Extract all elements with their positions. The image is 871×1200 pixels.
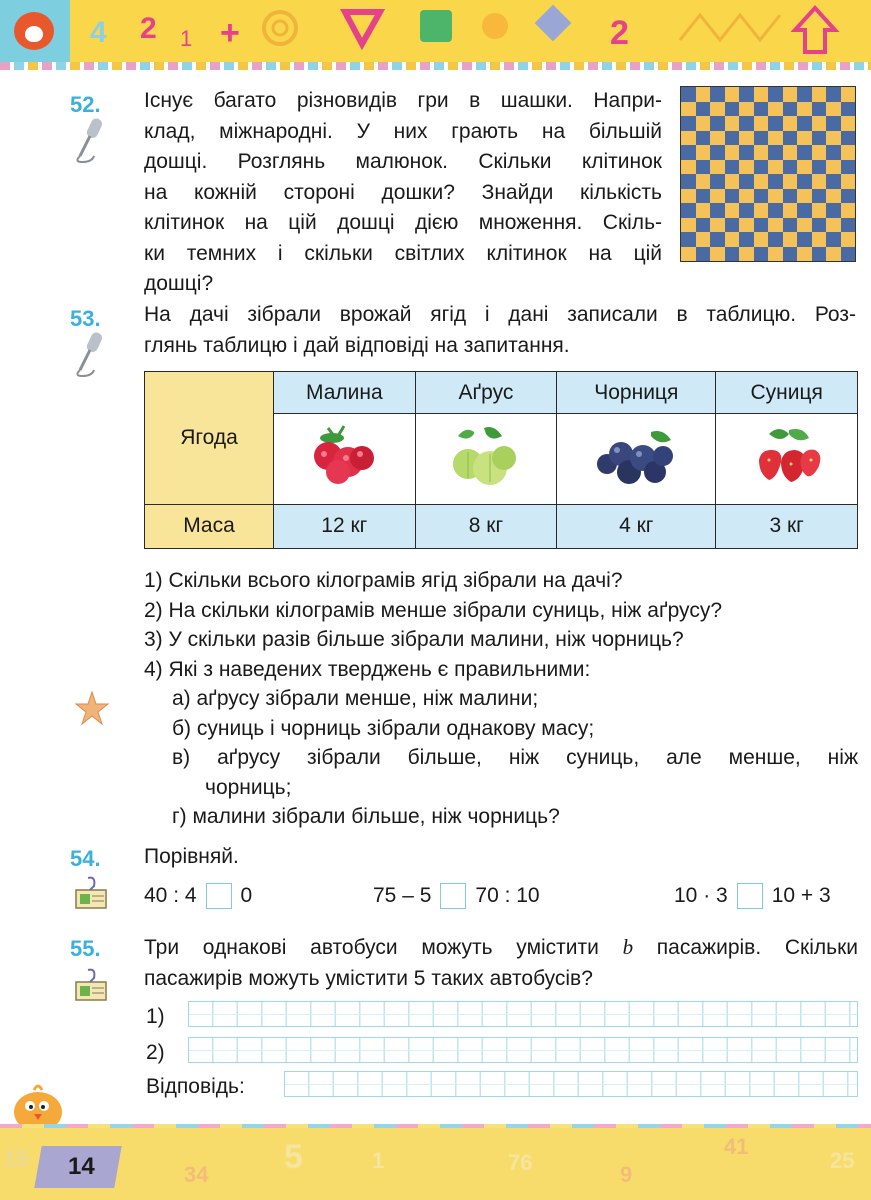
board-cell <box>768 218 783 233</box>
board-cell <box>696 145 711 160</box>
berry-name: Аґрус <box>415 372 557 414</box>
board-cell <box>739 131 754 146</box>
question: 1) Скільки всього кілограмів ягід зібрали на дачі? <box>144 569 623 592</box>
task-52-line: клад, міжнародні. У них грають на більшій <box>144 119 662 143</box>
board-cell <box>681 131 696 146</box>
board-cell <box>841 87 856 102</box>
board-cell <box>681 87 696 102</box>
board-cell <box>739 102 754 117</box>
board-cell <box>826 131 841 146</box>
blueberry-cell <box>557 414 716 505</box>
berry-name: Суниця <box>716 372 858 414</box>
task-52-line: дошці? <box>144 272 214 295</box>
board-cell <box>768 160 783 175</box>
checkerboard-image <box>680 86 856 262</box>
row-label-berry: Ягода <box>145 372 274 505</box>
blueberry-icon <box>591 424 681 488</box>
board-cell <box>797 218 812 233</box>
board-cell <box>841 189 856 204</box>
board-cell <box>681 203 696 218</box>
berry-table <box>144 371 858 549</box>
board-cell <box>696 203 711 218</box>
compare-answer-box[interactable] <box>206 883 232 909</box>
variable-b: b <box>622 935 634 959</box>
task-53-text <box>144 300 856 361</box>
footer-decoration <box>0 1128 871 1200</box>
task-52-text <box>144 86 662 300</box>
board-cell <box>725 203 740 218</box>
step-1-label: 1) <box>146 1005 165 1028</box>
berry-name: Малина <box>274 372 416 414</box>
raspberry-icon <box>304 424 384 488</box>
compare-answer-box[interactable] <box>440 883 466 909</box>
board-cell <box>681 116 696 131</box>
step-2-label: 2) <box>146 1041 165 1064</box>
board-cell <box>681 247 696 262</box>
decor-shapes <box>70 0 870 62</box>
board-cell <box>710 189 725 204</box>
svg-text:1: 1 <box>180 26 193 51</box>
board-cell <box>841 218 856 233</box>
task-55-number: 55. <box>70 936 101 961</box>
board-cell <box>826 189 841 204</box>
board-cell <box>812 218 827 233</box>
board-cell <box>739 218 754 233</box>
board-cell <box>783 232 798 247</box>
board-cell <box>826 102 841 117</box>
board-cell <box>754 160 769 175</box>
board-cell <box>841 145 856 160</box>
option: а) аґрусу зібрали менше, ніж малини; <box>172 687 539 710</box>
board-cell <box>681 174 696 189</box>
board-cell <box>739 203 754 218</box>
board-cell <box>739 232 754 247</box>
decor-number: 9 <box>620 1162 633 1187</box>
board-cell <box>739 145 754 160</box>
board-cell <box>754 102 769 117</box>
notebook-pencil-icon <box>74 876 110 910</box>
board-cell <box>725 247 740 262</box>
board-cell <box>754 174 769 189</box>
decor-number: 1 <box>372 1148 385 1173</box>
board-cell <box>797 102 812 117</box>
berry-mass: 8 кг <box>415 504 557 548</box>
board-cell <box>696 116 711 131</box>
question: 4) Які з наведених тверджень є правильними: <box>144 657 591 681</box>
board-cell <box>725 232 740 247</box>
board-cell <box>696 87 711 102</box>
board-cell <box>797 232 812 247</box>
answer-cells[interactable] <box>284 1071 858 1097</box>
board-cell <box>783 174 798 189</box>
board-cell <box>696 218 711 233</box>
board-cell <box>739 160 754 175</box>
board-cell <box>725 189 740 204</box>
board-cell <box>768 87 783 102</box>
board-cell <box>812 247 827 262</box>
board-cell <box>783 116 798 131</box>
board-cell <box>783 145 798 160</box>
task-55-text <box>144 932 858 994</box>
board-cell <box>696 232 711 247</box>
gooseberry-icon <box>446 424 526 488</box>
board-cell <box>725 145 740 160</box>
task-52-line: ки темних і скільки світлих клітинок на цій <box>144 241 662 265</box>
option: б) суниць і чорниць зібрали однакову масу; <box>172 716 595 740</box>
microphone-icon <box>72 332 106 378</box>
board-cell <box>725 218 740 233</box>
option: в) аґрусу зібрали більше, ніж суниць, але менше, ніж <box>172 746 858 769</box>
fox-mascot-icon <box>0 0 70 62</box>
decor-number: 41 <box>724 1134 749 1159</box>
gooseberry-cell <box>415 414 557 505</box>
board-cell <box>783 131 798 146</box>
header-decoration <box>0 0 871 62</box>
board-cell <box>826 87 841 102</box>
board-cell <box>725 102 740 117</box>
task-52-line: Існує багато різновидів гри в шашки. Напри- <box>144 89 662 112</box>
board-cell <box>812 116 827 131</box>
board-cell <box>681 102 696 117</box>
board-cell <box>710 174 725 189</box>
board-cell <box>826 145 841 160</box>
board-cell <box>812 160 827 175</box>
board-cell <box>826 116 841 131</box>
board-cell <box>710 87 725 102</box>
board-cell <box>841 116 856 131</box>
board-cell <box>754 247 769 262</box>
comparison-1 <box>144 883 252 909</box>
task-55-line1-post: пасажирів. Скільки <box>633 936 858 959</box>
decor-number: 76 <box>508 1150 533 1175</box>
question: 2) На скільки кілограмів менше зібрали суниць, ніж аґрусу? <box>144 598 723 622</box>
board-cell <box>841 232 856 247</box>
board-cell <box>710 160 725 175</box>
board-cell <box>710 145 725 160</box>
board-cell <box>826 203 841 218</box>
board-cell <box>754 116 769 131</box>
board-cell <box>826 160 841 175</box>
task-53-options <box>172 684 858 832</box>
board-cell <box>768 203 783 218</box>
board-cell <box>696 247 711 262</box>
board-cell <box>725 116 740 131</box>
task-52-line: дошці. Розглянь малюнок. Скільки клітинок <box>144 150 662 173</box>
page-number: 14 <box>68 1153 95 1180</box>
board-cell <box>797 87 812 102</box>
board-cell <box>768 189 783 204</box>
board-cell <box>710 102 725 117</box>
board-cell <box>754 218 769 233</box>
task-52-line: на кожній стороні дошки? Знайди кількість <box>144 180 662 204</box>
board-cell <box>826 247 841 262</box>
board-cell <box>725 87 740 102</box>
board-cell <box>710 247 725 262</box>
berry-mass: 12 кг <box>274 504 416 548</box>
board-cell <box>812 131 827 146</box>
microphone-icon <box>72 118 106 164</box>
raspberry-cell <box>274 414 416 505</box>
board-cell <box>783 203 798 218</box>
board-cell <box>783 87 798 102</box>
board-cell <box>812 102 827 117</box>
board-cell <box>710 232 725 247</box>
board-cell <box>797 160 812 175</box>
task-52-line: клітинок на цій дошці дією множення. Скіль- <box>144 211 662 234</box>
board-cell <box>739 189 754 204</box>
notebook-pencil-icon <box>74 968 110 1002</box>
board-cell <box>768 145 783 160</box>
svg-text:+: + <box>220 14 240 52</box>
board-cell <box>768 232 783 247</box>
board-cell <box>696 189 711 204</box>
board-cell <box>797 189 812 204</box>
board-cell <box>812 189 827 204</box>
board-cell <box>826 218 841 233</box>
board-cell <box>783 160 798 175</box>
task-55-line: пасажирів можуть умістити 5 таких автобусів? <box>144 966 593 990</box>
answer-label: Відповідь: <box>146 1075 245 1098</box>
board-cell <box>841 131 856 146</box>
board-cell <box>797 145 812 160</box>
svg-text:2: 2 <box>610 14 629 52</box>
expr-right: 10 + 3 <box>771 884 831 907</box>
board-cell <box>841 203 856 218</box>
task-53-line: На дачі зібрали врожай ягід і дані записали в таблицю. Роз- <box>144 303 856 326</box>
board-cell <box>725 131 740 146</box>
board-cell <box>710 116 725 131</box>
board-cell <box>710 203 725 218</box>
strawberry-cell <box>716 414 858 505</box>
berry-name: Чорниця <box>557 372 716 414</box>
board-cell <box>696 160 711 175</box>
board-cell <box>797 131 812 146</box>
board-cell <box>797 174 812 189</box>
board-cell <box>826 174 841 189</box>
berry-mass: 3 кг <box>716 504 858 548</box>
board-cell <box>696 102 711 117</box>
board-cell <box>812 87 827 102</box>
board-cell <box>841 160 856 175</box>
board-cell <box>841 174 856 189</box>
decor-number: 5 <box>284 1138 303 1176</box>
comparison-3 <box>674 883 831 909</box>
board-cell <box>696 174 711 189</box>
board-cell <box>739 116 754 131</box>
board-cell <box>812 145 827 160</box>
board-cell <box>681 218 696 233</box>
board-cell <box>768 174 783 189</box>
board-cell <box>681 232 696 247</box>
board-cell <box>797 116 812 131</box>
board-cell <box>797 247 812 262</box>
board-cell <box>681 189 696 204</box>
berry-mass: 4 кг <box>557 504 716 548</box>
board-cell <box>841 102 856 117</box>
board-cell <box>754 131 769 146</box>
expr-right: 0 <box>240 884 253 907</box>
task-53-line: глянь таблицю і дай відповіді на запитання. <box>144 333 570 357</box>
row-label-mass: Маса <box>145 504 274 548</box>
task-54-title: Порівняй. <box>144 845 239 868</box>
board-cell <box>725 174 740 189</box>
decor-number: 34 <box>184 1162 209 1187</box>
compare-answer-box[interactable] <box>737 883 763 909</box>
board-cell <box>754 87 769 102</box>
board-cell <box>710 218 725 233</box>
board-cell <box>681 160 696 175</box>
step-2-answer-cells[interactable] <box>188 1037 858 1063</box>
board-cell <box>739 247 754 262</box>
decor-number: 25 <box>830 1148 855 1173</box>
decor-number: 15 <box>4 1146 29 1171</box>
task-55-line <box>144 932 858 964</box>
expr-left: 10 · 3 <box>674 884 728 907</box>
board-cell <box>768 247 783 262</box>
expr-right: 70 : 10 <box>475 884 540 907</box>
board-cell <box>783 218 798 233</box>
expr-left: 75 – 5 <box>373 884 432 907</box>
task-52-number: 52. <box>70 92 101 117</box>
board-cell <box>739 174 754 189</box>
svg-text:4: 4 <box>90 16 107 49</box>
board-cell <box>783 189 798 204</box>
board-cell <box>783 247 798 262</box>
comparison-2 <box>373 883 540 909</box>
board-cell <box>768 116 783 131</box>
board-cell <box>812 203 827 218</box>
page-number-badge <box>34 1146 121 1188</box>
board-cell <box>783 102 798 117</box>
option: г) малини зібрали більше, ніж чорниць? <box>172 805 560 828</box>
svg-text:2: 2 <box>140 12 157 45</box>
board-cell <box>812 232 827 247</box>
header-stripe <box>0 62 871 70</box>
board-cell <box>754 189 769 204</box>
board-cell <box>841 247 856 262</box>
star-icon <box>74 690 110 726</box>
board-cell <box>739 87 754 102</box>
task-54-number: 54. <box>70 846 101 871</box>
board-cell <box>768 131 783 146</box>
board-cell <box>725 160 740 175</box>
question: 3) У скільки разів більше зібрали малини, ніж чорниць? <box>144 628 684 651</box>
strawberry-icon <box>747 424 827 488</box>
board-cell <box>797 203 812 218</box>
expr-left: 40 : 4 <box>144 884 197 907</box>
task-53-questions <box>144 566 722 684</box>
board-cell <box>696 131 711 146</box>
board-cell <box>681 145 696 160</box>
board-cell <box>754 232 769 247</box>
task-53-number: 53. <box>70 306 101 331</box>
task-55-line1-pre: Три однакові автобуси можуть умістити <box>144 936 623 959</box>
option: чорниць; <box>205 775 292 799</box>
board-cell <box>710 131 725 146</box>
board-cell <box>768 102 783 117</box>
board-cell <box>826 232 841 247</box>
board-cell <box>754 203 769 218</box>
step-1-answer-cells[interactable] <box>188 1001 858 1027</box>
board-cell <box>812 174 827 189</box>
board-cell <box>754 145 769 160</box>
